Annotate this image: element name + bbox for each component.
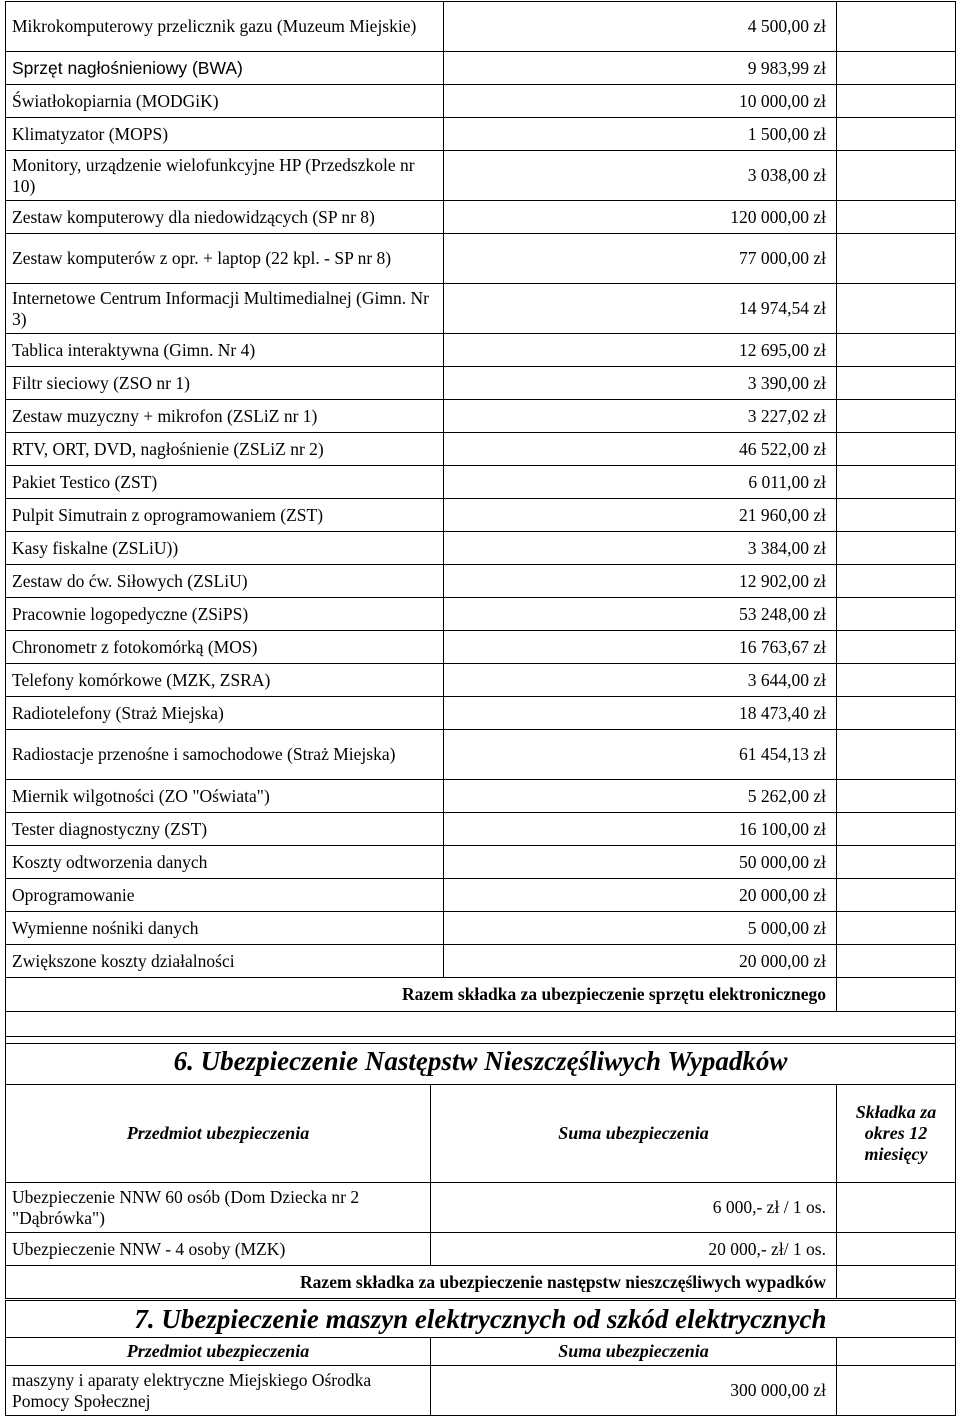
equipment-item-name: Miernik wilgotności (ZO "Oświata") (6, 780, 444, 813)
equipment-item-name: Pakiet Testico (ZST) (6, 466, 444, 499)
equipment-item-name: Koszty odtworzenia danych (6, 846, 444, 879)
equipment-item-premium (837, 52, 956, 85)
equipment-item-amount: 4 500,00 zł (444, 2, 837, 52)
equipment-row (6, 151, 956, 201)
section7-header-premium (837, 1338, 956, 1366)
equipment-item-amount: 3 038,00 zł (444, 151, 837, 201)
equipment-item-name: Tablica interaktywna (Gimn. Nr 4) (6, 334, 444, 367)
equipment-item-premium (837, 201, 956, 234)
equipment-item-name: Oprogramowanie (6, 879, 444, 912)
equipment-item-amount: 5 262,00 zł (444, 780, 837, 813)
equipment-item-name: Wymienne nośniki danych (6, 912, 444, 945)
equipment-item-amount: 3 227,02 zł (444, 400, 837, 433)
equipment-item-name: Zestaw muzyczny + mikrofon (ZSLiZ nr 1) (6, 400, 444, 433)
equipment-table (5, 1, 956, 1044)
equipment-row (6, 945, 956, 978)
equipment-item-name: Radiostacje przenośne i samochodowe (Straż Miejska) (6, 730, 444, 780)
equipment-item-amount: 9 983,99 zł (444, 52, 837, 85)
equipment-item-premium (837, 118, 956, 151)
equipment-item-amount: 3 390,00 zł (444, 367, 837, 400)
equipment-item-premium (837, 631, 956, 664)
section7-row1-premium (837, 1366, 956, 1416)
equipment-item-premium (837, 664, 956, 697)
section6-total-label: Razem składka za ubezpieczenie następstw nieszczęśliwych wypadków (6, 1266, 837, 1299)
equipment-item-amount: 14 974,54 zł (444, 284, 837, 334)
equipment-row (6, 813, 956, 846)
equipment-item-name: Pulpit Simutrain z oprogramowaniem (ZST) (6, 499, 444, 532)
equipment-total-premium-cell (837, 978, 956, 1012)
equipment-item-premium (837, 400, 956, 433)
equipment-row (6, 234, 956, 284)
section6-row2-subject: Ubezpieczenie NNW - 4 osoby (MZK) (6, 1233, 431, 1266)
equipment-row (6, 433, 956, 466)
section6-table (5, 1036, 956, 1299)
equipment-item-amount: 6 011,00 zł (444, 466, 837, 499)
equipment-row (6, 664, 956, 697)
equipment-item-amount: 16 763,67 zł (444, 631, 837, 664)
section6-row1-premium (837, 1183, 956, 1233)
equipment-row (6, 598, 956, 631)
equipment-row (6, 912, 956, 945)
section6-total-premium (837, 1266, 956, 1299)
equipment-item-name: Zestaw komputerowy dla niedowidzących (SP nr 8) (6, 201, 444, 234)
equipment-row (6, 118, 956, 151)
equipment-item-premium (837, 879, 956, 912)
equipment-item-amount: 46 522,00 zł (444, 433, 837, 466)
equipment-row (6, 697, 956, 730)
equipment-item-amount: 21 960,00 zł (444, 499, 837, 532)
equipment-item-name: Zestaw do ćw. Siłowych (ZSLiU) (6, 565, 444, 598)
equipment-item-amount: 12 695,00 zł (444, 334, 837, 367)
equipment-row (6, 631, 956, 664)
equipment-item-amount: 1 500,00 zł (444, 118, 837, 151)
equipment-item-name: Tester diagnostyczny (ZST) (6, 813, 444, 846)
section6-row2-sum: 20 000,- zł/ 1 os. (431, 1233, 837, 1266)
equipment-item-amount: 12 902,00 zł (444, 565, 837, 598)
section7-title: 7. Ubezpieczenie maszyn elektrycznych od szkód elektrycznych (6, 1301, 956, 1338)
equipment-item-name: Mikrokomputerowy przelicznik gazu (Muzeum Miejskie) (6, 2, 444, 52)
equipment-item-premium (837, 780, 956, 813)
equipment-item-name: Zwiększone koszty działalności (6, 945, 444, 978)
equipment-row (6, 400, 956, 433)
equipment-item-amount: 50 000,00 zł (444, 846, 837, 879)
equipment-item-name: Internetowe Centrum Informacji Multimedialnej (Gimn. Nr 3) (6, 284, 444, 334)
equipment-row (6, 334, 956, 367)
equipment-item-amount: 3 644,00 zł (444, 664, 837, 697)
equipment-item-amount: 20 000,00 zł (444, 945, 837, 978)
equipment-item-amount: 5 000,00 zł (444, 912, 837, 945)
equipment-row (6, 367, 956, 400)
equipment-row (6, 201, 956, 234)
equipment-item-premium (837, 912, 956, 945)
equipment-row (6, 730, 956, 780)
section6-header-premium: Składka za okres 12 miesięcy (837, 1085, 956, 1183)
equipment-row (6, 879, 956, 912)
section6-row1-subject: Ubezpieczenie NNW 60 osób (Dom Dziecka nr 2 "Dąbrówka") (6, 1183, 431, 1233)
equipment-item-premium (837, 598, 956, 631)
equipment-item-premium (837, 945, 956, 978)
equipment-item-name: Radiotelefony (Straż Miejska) (6, 697, 444, 730)
equipment-item-premium (837, 367, 956, 400)
equipment-item-premium (837, 846, 956, 879)
equipment-item-name: Telefony komórkowe (MZK, ZSRA) (6, 664, 444, 697)
equipment-item-premium (837, 151, 956, 201)
equipment-item-premium (837, 85, 956, 118)
equipment-row (6, 565, 956, 598)
equipment-row (6, 52, 956, 85)
equipment-item-name: Sprzęt nagłośnieniowy (BWA) (6, 52, 444, 85)
equipment-item-premium (837, 499, 956, 532)
section7-row1-sum: 300 000,00 zł (431, 1366, 837, 1416)
equipment-item-premium (837, 334, 956, 367)
equipment-row (6, 284, 956, 334)
equipment-item-amount: 53 248,00 zł (444, 598, 837, 631)
equipment-item-premium (837, 433, 956, 466)
equipment-item-amount: 10 000,00 zł (444, 85, 837, 118)
equipment-row (6, 780, 956, 813)
equipment-row (6, 499, 956, 532)
equipment-item-premium (837, 234, 956, 284)
equipment-row (6, 532, 956, 565)
equipment-item-name: Monitory, urządzenie wielofunkcyjne HP (Przedszkole nr 10) (6, 151, 444, 201)
equipment-item-amount: 18 473,40 zł (444, 697, 837, 730)
section6-header-sum: Suma ubezpieczenia (431, 1085, 837, 1183)
section7-table (5, 1300, 956, 1416)
equipment-item-premium (837, 730, 956, 780)
equipment-item-name: Światłokopiarnia (MODGiK) (6, 85, 444, 118)
section7-row1-subject: maszyny i aparaty elektryczne Miejskiego Ośrodka Pomocy Społecznej (6, 1366, 431, 1416)
equipment-row (6, 846, 956, 879)
section7-header-sum: Suma ubezpieczenia (431, 1338, 837, 1366)
equipment-item-premium (837, 2, 956, 52)
equipment-row (6, 85, 956, 118)
section6-header-subject: Przedmiot ubezpieczenia (6, 1085, 431, 1183)
equipment-item-amount: 61 454,13 zł (444, 730, 837, 780)
equipment-row (6, 466, 956, 499)
section6-title: 6. Ubezpieczenie Następstw Nieszczęśliwych Wypadków (6, 1037, 956, 1085)
equipment-item-premium (837, 697, 956, 730)
equipment-item-premium (837, 466, 956, 499)
section6-row2-premium (837, 1233, 956, 1266)
section7-header-subject: Przedmiot ubezpieczenia (6, 1338, 431, 1366)
equipment-item-amount: 20 000,00 zł (444, 879, 837, 912)
equipment-item-amount: 3 384,00 zł (444, 532, 837, 565)
equipment-item-premium (837, 284, 956, 334)
equipment-item-name: Klimatyzator (MOPS) (6, 118, 444, 151)
equipment-item-amount: 16 100,00 zł (444, 813, 837, 846)
equipment-total-label: Razem składka za ubezpieczenie sprzętu elektronicznego (6, 978, 837, 1012)
equipment-item-amount: 77 000,00 zł (444, 234, 837, 284)
equipment-item-premium (837, 565, 956, 598)
equipment-item-premium (837, 813, 956, 846)
equipment-item-name: Kasy fiskalne (ZSLiU)) (6, 532, 444, 565)
equipment-item-premium (837, 532, 956, 565)
equipment-item-name: Pracownie logopedyczne (ZSiPS) (6, 598, 444, 631)
equipment-item-name: Chronometr z fotokomórką (MOS) (6, 631, 444, 664)
section6-row1-sum: 6 000,- zł / 1 os. (431, 1183, 837, 1233)
equipment-item-name: Filtr sieciowy (ZSO nr 1) (6, 367, 444, 400)
equipment-row (6, 2, 956, 52)
equipment-item-name: Zestaw komputerów z opr. + laptop (22 kpl. - SP nr 8) (6, 234, 444, 284)
equipment-item-amount: 120 000,00 zł (444, 201, 837, 234)
equipment-item-name: RTV, ORT, DVD, nagłośnienie (ZSLiZ nr 2) (6, 433, 444, 466)
